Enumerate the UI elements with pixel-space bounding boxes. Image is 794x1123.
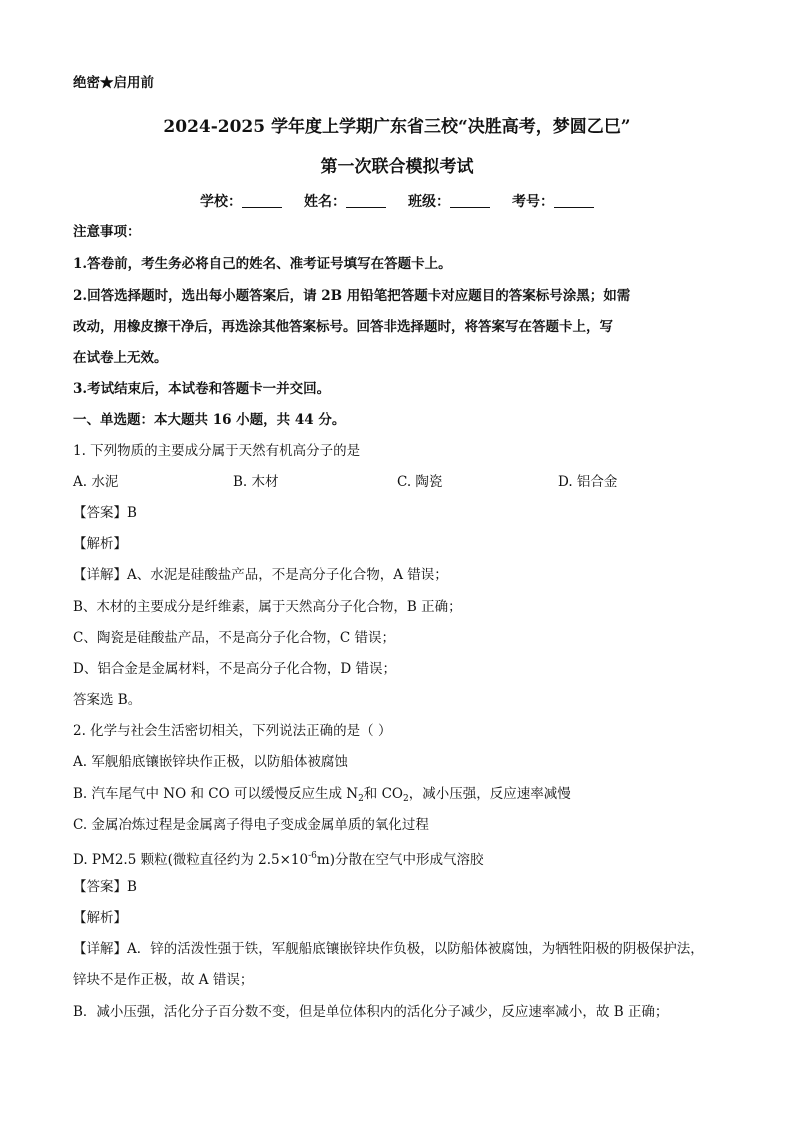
notice-item-1: 1.答卷前，考生务必将自己的姓名、准考证号填写在答题卡上。: [73, 256, 452, 272]
question-2-option-b: B. 汽车尾气中 NO 和 CO 可以缓慢反应生成 $N_2$和 $CO_2$，减小压强，反应速率减慢: [73, 786, 571, 804]
number-label: 考号：: [512, 194, 554, 210]
number-blank: [554, 193, 594, 208]
class-label: 班级：: [408, 194, 450, 210]
notice-item-2-line-1: 2.回答选择题时，选出每小题答案后，请 2B 用铅笔把答题卡对应题目的答案标号涂黑；如需: [73, 288, 631, 304]
question-2-answer: 【答案】B: [73, 879, 137, 895]
section-heading: 一、单选题：本大题共 16 小题，共 44 分。: [73, 412, 346, 428]
question-1-detail-1: 【详解】A、水泥是硅酸盐产品，不是高分子化合物，A 错误；: [73, 567, 448, 583]
exam-title: 2024-2025 学年度上学期广东省三校“决胜高考，梦圆乙巳”: [163, 117, 631, 137]
question-2-detail-a-line-1: 【详解】A．锌的活泼性强于铁，军舰船底镶嵌锌块作负极，以防船体被腐蚀，为牺牲阳极的阴极保护法，: [73, 941, 704, 957]
question-1-detail-3: C、陶瓷是硅酸盐产品，不是高分子化合物，C 错误；: [73, 630, 395, 646]
question-1-answer: 【答案】B: [73, 505, 137, 521]
notice-item-2-line-2: 改动，用橡皮擦干净后，再选涂其他答案标号。回答非选择题时，将答案写在答题卡上，写: [73, 319, 613, 335]
name-label: 姓名：: [304, 194, 346, 210]
question-1-stem: 1. 下列物质的主要成分属于天然有机高分子的是: [73, 443, 361, 459]
question-2-detail-a-line-2: 锌块不是作正极，故 A 错误；: [73, 972, 254, 988]
question-1-option-a: A. 水泥: [73, 474, 119, 490]
student-info-row: [0, 191, 794, 211]
question-1-conclusion: 答案选 B。: [73, 692, 142, 708]
question-2-stem: 2. 化学与社会生活密切相关，下列说法正确的是（ ）: [73, 723, 392, 739]
question-2-option-c: C. 金属冶炼过程是金属离子得电子变成金属单质的氧化过程: [73, 817, 429, 833]
question-1-detail-4: D、铝合金是金属材料，不是高分子化合物，D 错误；: [73, 661, 396, 677]
notice-heading: 注意事项：: [73, 224, 141, 240]
question-1-detail-2: B、木材的主要成分是纤维素，属于天然高分子化合物，B 正确；: [73, 599, 462, 615]
question-1-option-c: C. 陶瓷: [397, 474, 443, 490]
question-1-analysis-label: 【解析】: [73, 536, 127, 552]
notice-item-3: 3.考试结束后，本试卷和答题卡一并交回。: [73, 381, 331, 397]
class-blank: [450, 193, 490, 208]
question-2-option-d: D. PM2.5 颗粒(微粒直径约为 $2.5\times 10^{-6}m$)分散在空气中形成气溶胶: [73, 851, 484, 868]
question-2-detail-b: B．减小压强，活化分子百分数不变，但是单位体积内的活化分子减少，反应速率减小，故 B 正确；: [73, 1004, 669, 1020]
name-blank: [346, 193, 386, 208]
question-1-option-d: D. 铝合金: [558, 474, 618, 490]
school-blank: [242, 193, 282, 208]
notice-item-2-line-3: 在试卷上无效。: [73, 350, 168, 366]
question-2-option-a: A. 军舰船底镶嵌锌块作正极，以防船体被腐蚀: [73, 754, 348, 770]
question-2-analysis-label: 【解析】: [73, 910, 127, 926]
confidential-mark: 绝密★启用前: [73, 75, 154, 91]
question-1-option-b: B. 木材: [233, 474, 279, 490]
school-label: 学校：: [200, 194, 242, 210]
exam-subtitle: 第一次联合模拟考试: [320, 157, 474, 177]
